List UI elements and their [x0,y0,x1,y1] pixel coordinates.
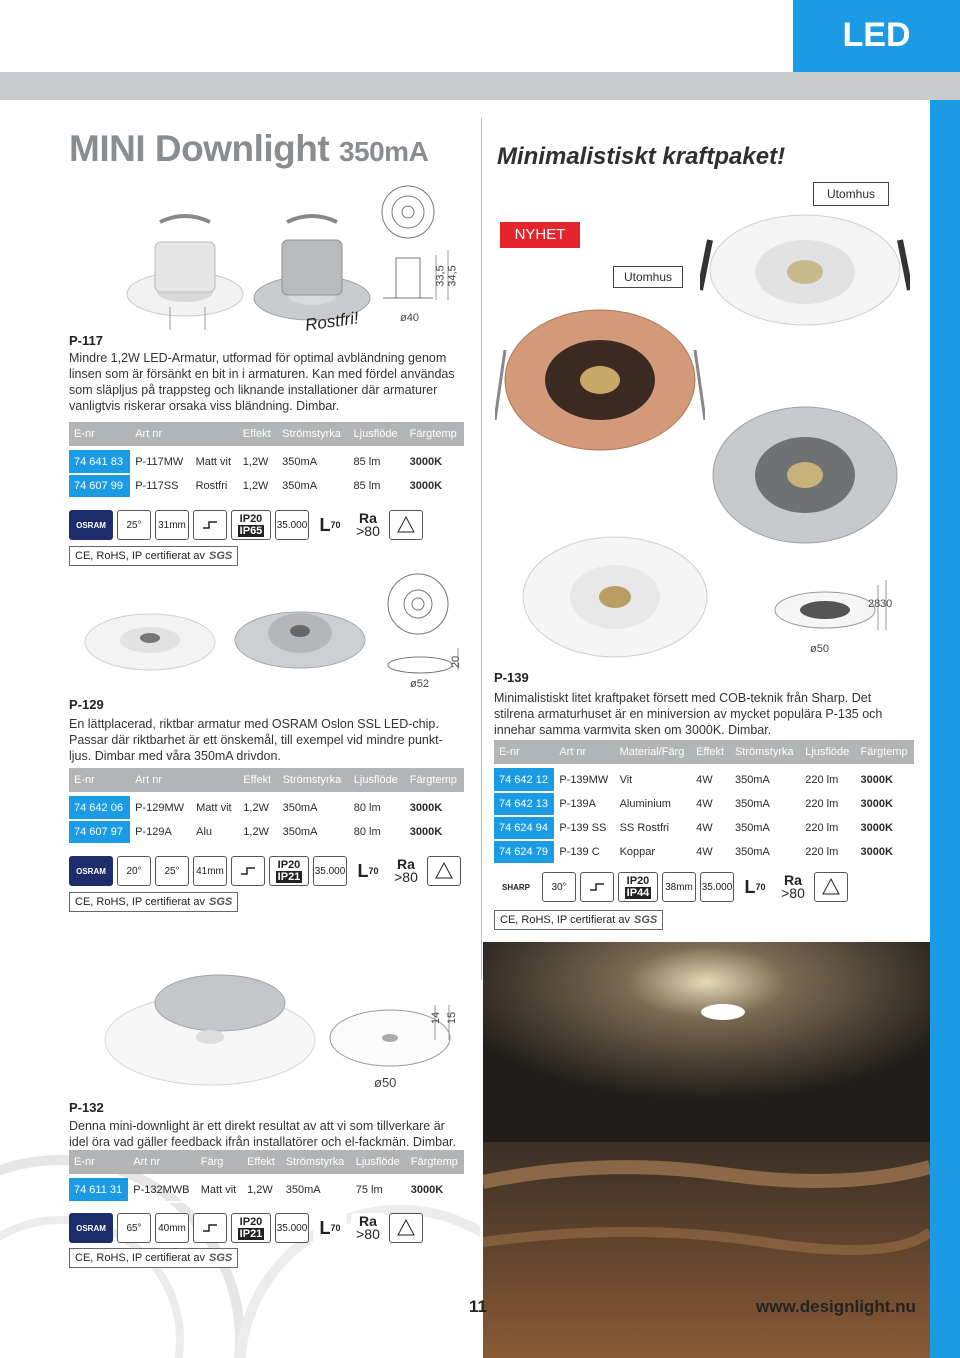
th-flux: Ljusflöde [349,422,405,446]
beam-angle-icon: 30° [542,872,576,902]
beam-angle-icon: 25° [117,510,151,540]
dimmable-icon [193,510,227,540]
p117-drawing [378,180,468,330]
sgs-logo: SGS [634,914,658,926]
lifetime-icon: 35.000 [275,1213,309,1243]
outdoor-tag-mid: Utomhus [613,266,683,288]
ip-rating-icon: IP20 IP44 [618,872,658,902]
ip-rating-icon: IP20 IP65 [231,510,271,540]
new-badge: NYHET [500,222,580,248]
tilt-icon: 20° [117,856,151,886]
p139-h1: 28 [868,598,881,610]
title-main: MINI Downlight [69,128,330,169]
p139-icons [494,872,848,902]
p132-drawing [325,1000,465,1080]
p117-description: Mindre 1,2W LED-Armatur, utformad för optimal avbländning genom linsen som är försänkt en bit in i armaturen. Kan med fördel användas som släpljus på trappsteg och liknande installationer där armaturer vanligtvis riskerar orsaka viss bländning. Dimbar. [69,351,455,413]
p139-spec-table [494,740,914,865]
section-tab-label: LED [842,16,911,54]
ra-icon: Ra >80 [776,872,810,902]
p139-diam: ø50 [810,643,829,655]
p117-white-photo [120,212,250,332]
ra-icon: Ra >80 [389,856,423,886]
cutout-icon: 38mm [662,872,696,902]
lifetime-icon: 35.000 [313,856,347,886]
p129-cert: CE, RoHS, IP certifierat av SGS [69,892,238,912]
p132-icons [69,1213,423,1243]
spot-icon [427,856,461,886]
p139-drawing [770,570,893,650]
page-title [69,128,428,170]
p129-h: 20 [450,655,463,669]
installation-photo [483,942,930,1358]
p132-code: P-132 [69,1100,104,1115]
p117-diam: ø40 [400,312,419,324]
lifetime-icon: 35.000 [700,872,734,902]
dimmable-icon [193,1213,227,1243]
p117-cert: CE, RoHS, IP certifierat av SGS [69,546,238,566]
lifetime-icon: 35.000 [275,510,309,540]
p132-cert: CE, RoHS, IP certifierat av SGS [69,1248,238,1268]
p129-icons [69,856,461,886]
th-enr: E-nr [69,422,130,446]
th-temp: Färgtemp [405,422,464,446]
p129-description: En lättplacerad, riktbar armatur med OSRAM Oslon SSL LED-chip. Passar där riktbarhet är ett önskemål, till exempel vid mindre punkt-ljus. Dimbar med våra 350mA drivdon. [69,717,443,763]
sgs-logo: SGS [209,1252,233,1264]
p139-description: Minimalistiskt litet kraftpaket försett med COB-teknik från Sharp. Det stilrena armaturhuset är en miniversion av mycket populära P-135 och innehar samma varmvita sken om 3000K. Dimbar. [494,691,883,737]
spot-icon [814,872,848,902]
table-row: 74 642 06 P-129MW Matt vit 1,2W 350mA 80 lm 3000K [69,796,464,820]
p129-alu-photo [225,585,375,685]
p129-white-photo [75,600,225,690]
table-header-row: E-nr Art nr Material/Färg Effekt Strömstyrka Ljusflöde Färgtemp [494,740,914,764]
p132-h1: 14 [430,1011,443,1025]
p139-white-photo [700,200,910,330]
dimmable-icon [580,872,614,902]
table-row: 74 611 31 P-132MWB Matt vit 1,2W 350mA 75 lm 3000K [69,1178,464,1202]
outdoor-tag-top: Utomhus [813,182,889,206]
page-number: 11 [469,1297,487,1316]
table-row: 74 642 13 P-139A Aluminium 4W 350mA 220 lm 3000K [494,792,914,816]
cutout-icon: 40mm [155,1213,189,1243]
section-tab [793,0,960,72]
th-artnr: Art nr [130,422,190,446]
osram-logo: OSRAM [69,1213,113,1243]
p139-h2: 30 [880,598,893,610]
spot-icon [389,510,423,540]
p117-icons [69,510,423,540]
p117-code: P-117 [69,333,103,348]
p139-cert: CE, RoHS, IP certifierat av SGS [494,910,663,930]
ip-rating-icon: IP20 IP21 [231,1213,271,1243]
l70-icon: L 70 [313,510,347,540]
cutout-icon: 41mm [193,856,227,886]
th-effekt: Effekt [238,422,277,446]
l70-icon: L 70 [313,1213,347,1243]
table-row: 74 624 79 P-139 C Koppar 4W 350mA 220 lm 3000K [494,840,914,864]
p139-alu-photo [705,395,905,555]
p129-drawing [380,570,470,690]
table-row: 74 642 12 P-139MW Vit 4W 350mA 220 lm 3000K [494,768,914,792]
p129-diam: ø52 [410,678,429,690]
p117-h1: 33,5 [434,265,447,287]
table-header-row: E-nr Art nr Färg Effekt Strömstyrka Ljusflöde Färgtemp [69,1150,464,1174]
p132-diam: ø50 [374,1075,397,1090]
beam-angle-icon: 25° [155,856,189,886]
header-band [0,72,960,100]
title-sub: 350mA [338,136,429,167]
table-row: 74 607 99 P-117SS Rostfri 1,2W 350mA 85 lm 3000K [69,474,464,498]
sgs-logo: SGS [209,896,233,908]
p129-code: P-129 [69,697,104,712]
sharp-logo: SHARP [494,872,538,902]
table-header-row [69,422,464,446]
p139-steel-photo [515,515,715,665]
p132-h2: 15 [446,1011,459,1025]
p132-photo [90,965,330,1105]
table-row: 74 624 94 P-139 SS SS Rostfri 4W 350mA 220 lm 3000K [494,816,914,840]
ra-icon: Ra >80 [351,510,385,540]
p117-h2: 34,5 [446,265,459,287]
table-row: 74 641 83 P-117MW Matt vit 1,2W 350mA 85 lm 3000K [69,450,464,474]
side-stripe [930,100,960,1358]
beam-angle-icon: 65° [117,1213,151,1243]
ra-icon: Ra >80 [351,1213,385,1243]
spot-icon [389,1213,423,1243]
l70-icon: L 70 [738,872,772,902]
p139-code: P-139 [494,670,529,685]
column-divider [481,118,482,980]
l70-icon: L 70 [351,856,385,886]
table-row: 74 607 97 P-129A Alu 1,2W 350mA 80 lm 3000K [69,820,464,844]
p132-spec-table [69,1150,464,1203]
ip-rating-icon: IP20 IP21 [269,856,309,886]
rostfri-label: Rostfri! [303,308,360,335]
th-color [191,422,238,446]
sgs-logo: SGS [209,550,233,562]
slogan: Minimalistiskt kraftpaket! [497,143,786,170]
cutout-icon: 31mm [155,510,189,540]
p117-spec-table [69,422,464,499]
osram-logo: OSRAM [69,510,113,540]
dimmable-icon [231,856,265,886]
osram-logo: OSRAM [69,856,113,886]
website-link[interactable]: www.designlight.nu [756,1297,916,1316]
p129-spec-table [69,768,464,845]
p139-copper-photo [495,290,705,460]
table-header-row: E-nr Art nr Effekt Strömstyrka Ljusflöde Färgtemp [69,768,464,792]
p132-description: Denna mini-downlight är ett direkt resultat av att vi som tillverkare är idel öra vad gäller feedback ifrån installatörer och el-fackmän. Dimbar. [69,1119,456,1149]
th-current: Strömstyrka [277,422,348,446]
